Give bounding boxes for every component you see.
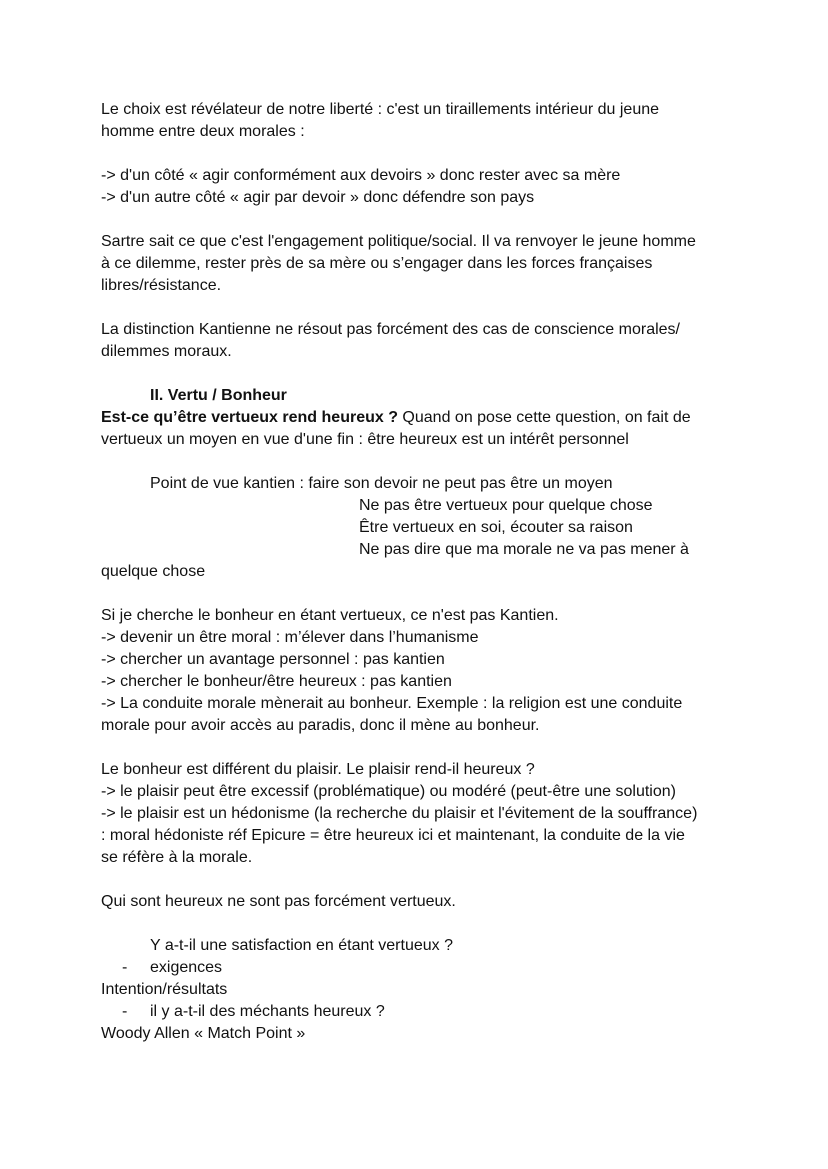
section-question-line <box>101 407 691 429</box>
paragraph-line: Sartre sait ce que c'est l'engagement politique/social. Il va renvoyer le jeune homme <box>101 233 696 250</box>
paragraph-line: Le choix est révélateur de notre liberté : c'est un tiraillements intérieur du jeune <box>101 101 660 118</box>
paragraph-line: se réfère à la morale. <box>101 849 253 866</box>
paragraph-line: Le bonheur est différent du plaisir. Le plaisir rend-il heureux ? <box>101 761 535 778</box>
paragraph-line: à ce dilemme, rester près de sa mère ou s’engager dans les forces françaises <box>101 255 653 272</box>
paragraph-line: vertueux un moyen en vue d'une fin : être heureux est un intérêt personnel <box>101 431 629 448</box>
kant-subline: Être vertueux en soi, écouter sa raison <box>359 519 633 536</box>
paragraph-line: Qui sont heureux ne sont pas forcément vertueux. <box>101 893 456 910</box>
paragraph-line: Woody Allen « Match Point » <box>101 1025 306 1042</box>
kant-line: Point de vue kantien : faire son devoir ne peut pas être un moyen <box>150 475 613 492</box>
paragraph-line: Intention/résultats <box>101 981 228 998</box>
question-rest: Quand on pose cette question, on fait de <box>397 409 691 426</box>
arrow-line: -> le plaisir est un hédonisme (la recherche du plaisir et l'évitement de la souffrance) <box>101 805 698 822</box>
arrow-line: -> chercher le bonheur/être heureux : pas kantien <box>101 673 452 690</box>
paragraph-line: libres/résistance. <box>101 277 222 294</box>
kant-subline: Ne pas être vertueux pour quelque chose <box>359 497 653 514</box>
paragraph-line: La distinction Kantienne ne résout pas forcément des cas de conscience morales/ <box>101 321 680 338</box>
arrow-line: -> d'un autre côté « agir par devoir » donc défendre son pays <box>101 189 535 206</box>
arrow-line: -> d'un côté « agir conformément aux devoirs » donc rester avec sa mère <box>101 167 621 184</box>
bullet-marker: - <box>122 959 128 976</box>
paragraph-line: : moral hédoniste réf Epicure = être heureux ici et maintenant, la conduite de la vie <box>101 827 685 844</box>
bullet-text: exigences <box>150 959 223 976</box>
bold-question: Est-ce qu’être vertueux rend heureux ? <box>101 409 398 426</box>
question-line: Y a-t-il une satisfaction en étant vertueux ? <box>150 937 453 954</box>
paragraph-line: dilemmes moraux. <box>101 343 232 360</box>
bullet-marker: - <box>122 1003 128 1020</box>
arrow-line: -> le plaisir peut être excessif (problématique) ou modéré (peut-être une solution) <box>101 783 676 800</box>
paragraph-line: morale pour avoir accès au paradis, donc il mène au bonheur. <box>101 717 540 734</box>
arrow-line: -> La conduite morale mènerait au bonheur. Exemple : la religion est une conduite <box>101 695 683 712</box>
arrow-line: -> chercher un avantage personnel : pas kantien <box>101 651 445 668</box>
bullet-text: il y a-t-il des méchants heureux ? <box>150 1003 385 1020</box>
kant-tail: quelque chose <box>101 563 206 580</box>
kant-subline: Ne pas dire que ma morale ne va pas mener à <box>359 541 689 558</box>
section-heading: II. Vertu / Bonheur <box>150 387 287 404</box>
arrow-line: -> devenir un être moral : m’élever dans l’humanisme <box>101 629 479 646</box>
paragraph-line: Si je cherche le bonheur en étant vertueux, ce n'est pas Kantien. <box>101 607 559 624</box>
paragraph-line: homme entre deux morales : <box>101 123 305 140</box>
